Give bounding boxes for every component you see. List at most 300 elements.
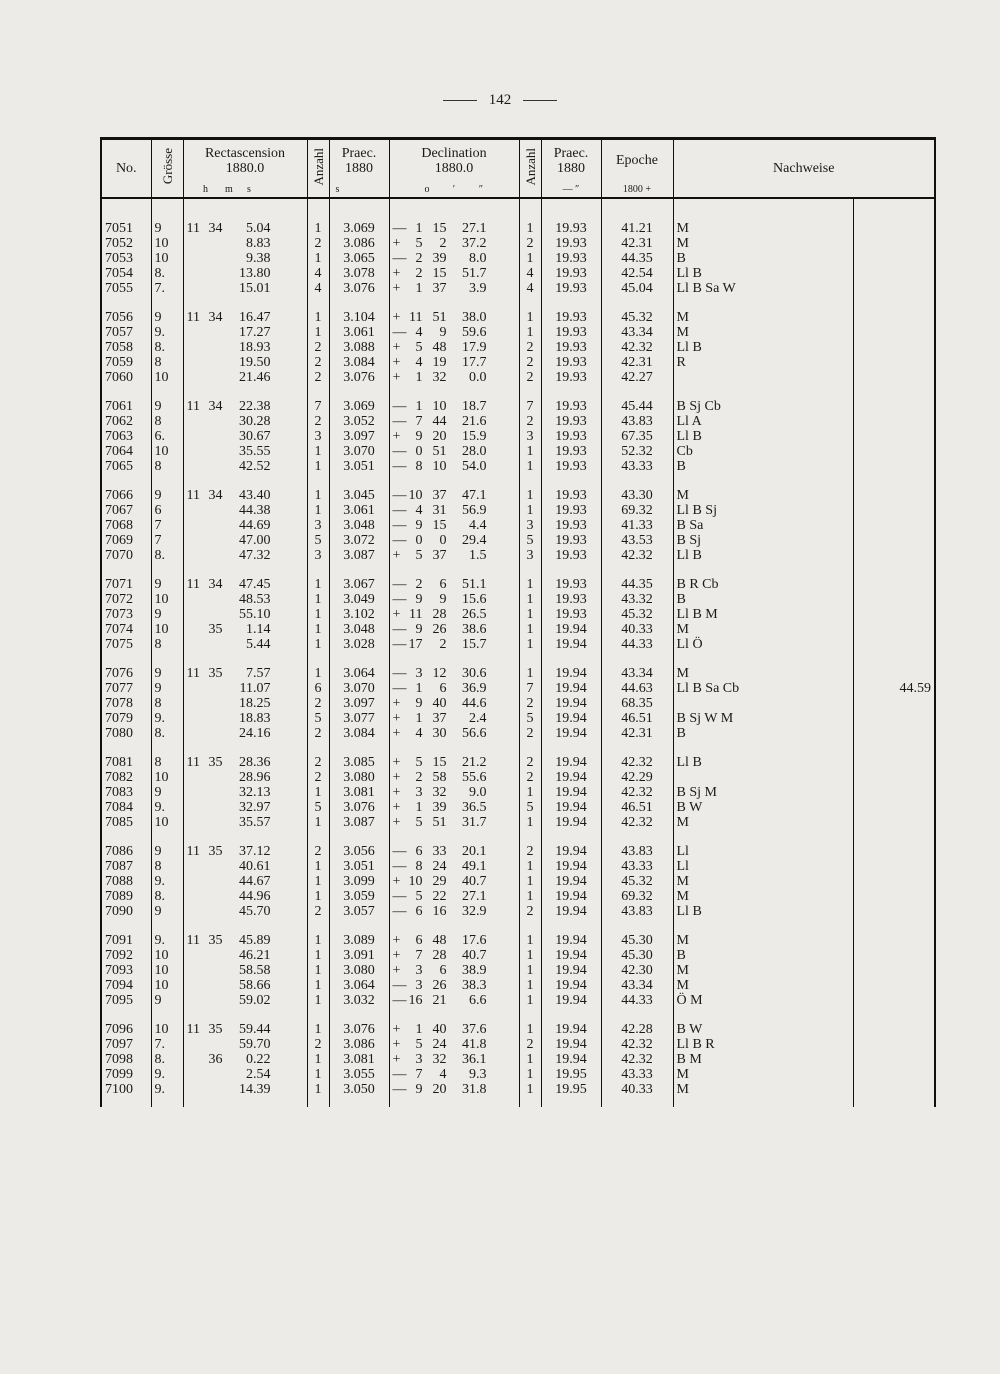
nachweise-extra <box>853 1067 935 1082</box>
declination <box>389 399 519 414</box>
dec-minutes: 48 <box>432 340 447 355</box>
magnitude: 7. <box>151 281 183 296</box>
star-number: 7060 <box>101 370 151 385</box>
dec-sign: + <box>392 800 401 815</box>
magnitude: 10 <box>151 444 183 459</box>
dec-degrees: 7 <box>415 948 423 963</box>
dec-minutes: 9 <box>439 592 447 607</box>
header-praec-unit: s <box>329 181 389 198</box>
ra-seconds: 44.38 <box>239 503 271 518</box>
dec-sign: — <box>392 1067 407 1082</box>
declination <box>389 340 519 355</box>
epoch: 43.83 <box>601 414 673 429</box>
spacer-cell <box>329 652 389 666</box>
ra-seconds: 35.55 <box>239 444 271 459</box>
magnitude: 9. <box>151 325 183 340</box>
declination <box>389 355 519 370</box>
anzahl-ra: 1 <box>307 666 329 681</box>
nachweise-extra <box>853 488 935 503</box>
epoch: 42.32 <box>601 548 673 563</box>
nachweise: Ll B M <box>673 607 853 622</box>
star-number: 7062 <box>101 414 151 429</box>
dec-sign: — <box>392 978 407 993</box>
nachweise: Ll B Sa Cb <box>673 681 853 696</box>
right-ascension <box>183 800 307 815</box>
dec-degrees: 9 <box>415 1082 423 1097</box>
header-dec-epoch: 1880.0 <box>434 160 474 176</box>
anzahl-dec: 2 <box>519 236 541 251</box>
table-row <box>101 340 935 355</box>
ra-seconds: 58.66 <box>239 978 271 993</box>
dec-degrees: 4 <box>415 503 423 518</box>
table-row <box>101 518 935 533</box>
nachweise: M <box>673 963 853 978</box>
right-ascension <box>183 622 307 637</box>
dec-seconds: 51.7 <box>462 266 487 281</box>
table-row <box>101 681 935 696</box>
table-row <box>101 815 935 830</box>
nachweise-extra <box>853 874 935 889</box>
dec-degrees: 2 <box>415 577 423 592</box>
dec-seconds: 1.5 <box>469 548 487 563</box>
nachweise-extra <box>853 993 935 1008</box>
header-ra-epoch: 1880.0 <box>225 160 265 176</box>
star-number: 7073 <box>101 607 151 622</box>
nachweise: Ll <box>673 859 853 874</box>
magnitude: 9 <box>151 785 183 800</box>
spacer-cell <box>519 296 541 310</box>
magnitude: 10 <box>151 370 183 385</box>
dec-sign: + <box>392 548 401 563</box>
anzahl-dec: 2 <box>519 904 541 919</box>
nachweise: M <box>673 198 853 236</box>
dec-degrees: 5 <box>415 1037 423 1052</box>
dec-degrees: 6 <box>415 904 423 919</box>
precession-dec: 19.94 <box>541 874 601 889</box>
spacer-cell <box>673 830 853 844</box>
dec-seconds: 15.7 <box>462 637 487 652</box>
right-ascension <box>183 874 307 889</box>
header-ra-title: Rectascension <box>204 145 286 161</box>
anzahl-ra: 1 <box>307 1052 329 1067</box>
spacer-cell <box>183 563 307 577</box>
dec-seconds: 9.0 <box>469 785 487 800</box>
magnitude: 9. <box>151 874 183 889</box>
dec-sign: — <box>392 681 407 696</box>
anzahl-ra: 1 <box>307 978 329 993</box>
epoch: 45.04 <box>601 281 673 296</box>
dec-sign: + <box>392 236 401 251</box>
star-number: 7100 <box>101 1082 151 1097</box>
star-number: 7097 <box>101 1037 151 1052</box>
anzahl-dec: 1 <box>519 325 541 340</box>
catalogue-table <box>100 137 936 1107</box>
nachweise: B <box>673 726 853 741</box>
table-row <box>101 236 935 251</box>
dec-sign: — <box>392 592 407 607</box>
precession-dec: 19.93 <box>541 429 601 444</box>
declination <box>389 993 519 1008</box>
right-ascension <box>183 414 307 429</box>
anzahl-ra: 1 <box>307 310 329 325</box>
anzahl-ra: 1 <box>307 325 329 340</box>
ra-seconds: 21.46 <box>239 370 271 385</box>
dec-sign: — <box>392 622 407 637</box>
dec-seconds: 36.5 <box>462 800 487 815</box>
anzahl-ra: 1 <box>307 785 329 800</box>
dec-degrees: 5 <box>415 236 423 251</box>
table-row <box>101 281 935 296</box>
dec-unit-deg: o <box>424 183 430 195</box>
ra-seconds: 8.83 <box>246 236 271 251</box>
spacer-cell <box>601 385 673 399</box>
declination <box>389 251 519 266</box>
spacer-cell <box>853 830 935 844</box>
nachweise: Ll B <box>673 548 853 563</box>
dec-minutes: 26 <box>432 978 447 993</box>
dec-minutes: 21 <box>432 993 447 1008</box>
group-spacer <box>101 652 935 666</box>
nachweise: B Sj <box>673 533 853 548</box>
declination <box>389 711 519 726</box>
spacer-cell <box>183 652 307 666</box>
ra-seconds: 40.61 <box>239 859 271 874</box>
nachweise: Ll A <box>673 414 853 429</box>
nachweise: B <box>673 592 853 607</box>
dec-seconds: 38.3 <box>462 978 487 993</box>
spacer-cell <box>183 741 307 755</box>
dec-degrees: 7 <box>415 1067 423 1082</box>
anzahl-ra: 1 <box>307 889 329 904</box>
header-praec <box>329 139 389 182</box>
epoch: 43.33 <box>601 1067 673 1082</box>
nachweise-extra <box>853 844 935 859</box>
nachweise-extra <box>853 726 935 741</box>
ra-seconds: 15.01 <box>239 281 271 296</box>
spacer-cell <box>389 741 519 755</box>
precession-ra: 3.097 <box>329 696 389 711</box>
spacer-cell <box>151 741 183 755</box>
dec-seconds: 29.4 <box>462 533 487 548</box>
nachweise: Ll Ö <box>673 637 853 652</box>
dec-degrees: 3 <box>415 666 423 681</box>
nachweise: M <box>673 874 853 889</box>
dec-degrees: 11 <box>409 607 423 622</box>
magnitude: 10 <box>151 815 183 830</box>
right-ascension <box>183 266 307 281</box>
magnitude: 10 <box>151 770 183 785</box>
ra-seconds: 18.83 <box>239 711 271 726</box>
ra-seconds: 9.38 <box>246 251 271 266</box>
spacer-cell <box>307 474 329 488</box>
right-ascension <box>183 459 307 474</box>
magnitude: 10 <box>151 1022 183 1037</box>
dec-seconds: 49.1 <box>462 859 487 874</box>
epoch: 42.27 <box>601 370 673 385</box>
right-ascension <box>183 355 307 370</box>
ra-seconds: 58.58 <box>239 963 271 978</box>
precession-ra: 3.080 <box>329 963 389 978</box>
precession-ra: 3.050 <box>329 1082 389 1097</box>
dec-sign: + <box>392 429 401 444</box>
dec-seconds: 51.1 <box>462 577 487 592</box>
anzahl-dec: 2 <box>519 696 541 711</box>
epoch: 44.35 <box>601 577 673 592</box>
dec-sign: + <box>392 1022 401 1037</box>
star-number: 7067 <box>101 503 151 518</box>
declination <box>389 429 519 444</box>
spacer-cell <box>541 1008 601 1022</box>
dec-sign: — <box>392 399 407 414</box>
nachweise: Ll B Sj <box>673 503 853 518</box>
spacer-cell <box>307 652 329 666</box>
right-ascension <box>183 1052 307 1067</box>
dec-sign: + <box>392 281 401 296</box>
precession-ra: 3.067 <box>329 577 389 592</box>
star-number: 7065 <box>101 459 151 474</box>
group-spacer <box>101 385 935 399</box>
nachweise-extra: 44.59 <box>899 681 932 696</box>
star-number: 7091 <box>101 933 151 948</box>
dec-minutes: 20 <box>432 1082 447 1097</box>
ra-seconds: 13.80 <box>239 266 271 281</box>
ra-seconds: 59.70 <box>239 1037 271 1052</box>
anzahl-dec: 1 <box>519 859 541 874</box>
epoch: 42.31 <box>601 236 673 251</box>
epoch: 45.32 <box>601 874 673 889</box>
dec-minutes: 29 <box>432 874 447 889</box>
dec-degrees: 2 <box>415 251 423 266</box>
declination <box>389 622 519 637</box>
dec-sign: — <box>392 325 407 340</box>
precession-ra: 3.076 <box>329 800 389 815</box>
precession-ra: 3.086 <box>329 236 389 251</box>
header-praec-2-title: Praec. <box>553 145 589 161</box>
spacer-cell <box>389 919 519 933</box>
nachweise: M <box>673 666 853 681</box>
dec-minutes: 26 <box>432 622 447 637</box>
magnitude: 10 <box>151 622 183 637</box>
ra-minutes: 34 <box>208 488 223 503</box>
magnitude: 8. <box>151 266 183 281</box>
right-ascension <box>183 755 307 770</box>
spacer-cell <box>307 563 329 577</box>
spacer-cell <box>101 919 151 933</box>
anzahl-dec: 1 <box>519 592 541 607</box>
precession-ra: 3.057 <box>329 904 389 919</box>
nachweise-extra <box>853 800 935 815</box>
precession-ra: 3.064 <box>329 666 389 681</box>
dec-seconds: 20.1 <box>462 844 487 859</box>
nachweise-extra <box>853 607 935 622</box>
star-number: 7052 <box>101 236 151 251</box>
nachweise: M <box>673 978 853 993</box>
table-row <box>101 978 935 993</box>
anzahl-ra: 1 <box>307 874 329 889</box>
header-praec-title: Praec. <box>341 145 377 161</box>
declination <box>389 503 519 518</box>
anzahl-dec: 5 <box>519 800 541 815</box>
epoch: 69.32 <box>601 889 673 904</box>
star-number: 7056 <box>101 310 151 325</box>
group-spacer <box>101 741 935 755</box>
anzahl-ra: 2 <box>307 370 329 385</box>
nachweise-extra <box>853 859 935 874</box>
precession-dec: 19.93 <box>541 548 601 563</box>
anzahl-dec: 2 <box>519 770 541 785</box>
table-row <box>101 414 935 429</box>
dec-degrees: 0 <box>415 533 423 548</box>
declination <box>389 444 519 459</box>
spacer-cell <box>673 385 853 399</box>
ra-seconds: 44.69 <box>239 518 271 533</box>
dec-minutes: 2 <box>439 236 447 251</box>
spacer-cell <box>151 1008 183 1022</box>
anzahl-ra: 2 <box>307 755 329 770</box>
anzahl-dec: 1 <box>519 815 541 830</box>
nachweise: Ll B Sa W <box>673 281 853 296</box>
precession-ra: 3.085 <box>329 755 389 770</box>
ra-unit-h: h <box>203 183 208 195</box>
anzahl-dec: 5 <box>519 533 541 548</box>
nachweise-extra <box>853 711 935 726</box>
spacer-cell <box>601 474 673 488</box>
ra-seconds: 47.32 <box>239 548 271 563</box>
ra-minutes: 34 <box>208 221 223 236</box>
dec-sign: — <box>392 459 407 474</box>
magnitude: 10 <box>151 592 183 607</box>
spacer-cell <box>853 919 935 933</box>
table-row <box>101 963 935 978</box>
dec-degrees: 6 <box>415 844 423 859</box>
epoch: 43.34 <box>601 325 673 340</box>
ra-seconds: 59.44 <box>239 1022 271 1037</box>
epoch: 44.33 <box>601 993 673 1008</box>
dec-degrees: 5 <box>415 548 423 563</box>
epoch: 52.32 <box>601 444 673 459</box>
star-number: 7093 <box>101 963 151 978</box>
anzahl-dec: 7 <box>519 399 541 414</box>
table-row <box>101 533 935 548</box>
precession-dec: 19.93 <box>541 592 601 607</box>
star-number: 7086 <box>101 844 151 859</box>
dec-minutes: 40 <box>432 1022 447 1037</box>
header-anzahl-text: Anzahl <box>310 147 326 186</box>
epoch: 69.32 <box>601 503 673 518</box>
star-number: 7088 <box>101 874 151 889</box>
dec-seconds: 59.6 <box>462 325 487 340</box>
star-number: 7095 <box>101 993 151 1008</box>
precession-dec: 19.93 <box>541 340 601 355</box>
table-row <box>101 770 935 785</box>
ra-seconds: 35.57 <box>239 815 271 830</box>
nachweise-extra <box>853 1082 935 1097</box>
dec-seconds: 18.7 <box>462 399 487 414</box>
dec-minutes: 37 <box>432 488 447 503</box>
magnitude: 8 <box>151 414 183 429</box>
nachweise: B Sj M <box>673 785 853 800</box>
dec-minutes: 4 <box>439 1067 447 1082</box>
anzahl-ra: 2 <box>307 236 329 251</box>
spacer-cell <box>389 385 519 399</box>
declination <box>389 933 519 948</box>
anzahl-ra: 1 <box>307 488 329 503</box>
ra-seconds: 5.04 <box>246 221 271 236</box>
dec-degrees: 16 <box>408 993 423 1008</box>
star-number: 7085 <box>101 815 151 830</box>
dec-degrees: 1 <box>415 800 423 815</box>
precession-ra: 3.080 <box>329 770 389 785</box>
table-row <box>101 1022 935 1037</box>
dec-minutes: 12 <box>432 666 447 681</box>
anzahl-dec: 1 <box>519 488 541 503</box>
epoch: 42.32 <box>601 1052 673 1067</box>
dec-seconds: 3.9 <box>469 281 487 296</box>
nachweise-extra <box>853 1022 935 1037</box>
table-row <box>101 310 935 325</box>
group-spacer <box>101 1008 935 1022</box>
table-row <box>101 488 935 503</box>
dec-seconds: 27.1 <box>462 221 487 236</box>
nachweise-extra <box>853 889 935 904</box>
header-praec-2 <box>541 139 601 182</box>
dec-sign: + <box>392 815 401 830</box>
spacer-cell <box>183 474 307 488</box>
precession-ra: 3.061 <box>329 503 389 518</box>
precession-dec: 19.94 <box>541 933 601 948</box>
table-row <box>101 198 935 236</box>
spacer-cell <box>307 741 329 755</box>
nachweise-extra <box>853 904 935 919</box>
precession-dec: 19.94 <box>541 963 601 978</box>
spacer-cell <box>101 474 151 488</box>
epoch: 40.33 <box>601 622 673 637</box>
precession-ra: 3.051 <box>329 459 389 474</box>
precession-dec: 19.94 <box>541 726 601 741</box>
table-row <box>101 503 935 518</box>
anzahl-dec: 1 <box>519 933 541 948</box>
ra-seconds: 30.67 <box>239 429 271 444</box>
spacer-cell <box>329 741 389 755</box>
dec-sign: + <box>392 1037 401 1052</box>
dec-minutes: 22 <box>432 889 447 904</box>
magnitude: 9 <box>151 577 183 592</box>
ra-seconds: 45.89 <box>239 933 271 948</box>
dec-minutes: 16 <box>432 904 447 919</box>
magnitude: 8. <box>151 889 183 904</box>
right-ascension <box>183 548 307 563</box>
epoch: 42.32 <box>601 755 673 770</box>
dec-minutes: 19 <box>432 355 447 370</box>
declination <box>389 963 519 978</box>
dec-minutes: 58 <box>432 770 447 785</box>
spacer-cell <box>183 296 307 310</box>
right-ascension <box>183 681 307 696</box>
declination <box>389 681 519 696</box>
dec-degrees: 3 <box>415 978 423 993</box>
spacer-cell <box>101 1008 151 1022</box>
declination <box>389 815 519 830</box>
spacer-cell <box>329 563 389 577</box>
dec-minutes: 10 <box>432 459 447 474</box>
anzahl-ra: 1 <box>307 637 329 652</box>
spacer-cell <box>519 830 541 844</box>
table-row <box>101 933 935 948</box>
ra-seconds: 59.02 <box>239 993 271 1008</box>
table-row <box>101 429 935 444</box>
epoch: 45.30 <box>601 933 673 948</box>
nachweise-extra <box>853 281 935 296</box>
